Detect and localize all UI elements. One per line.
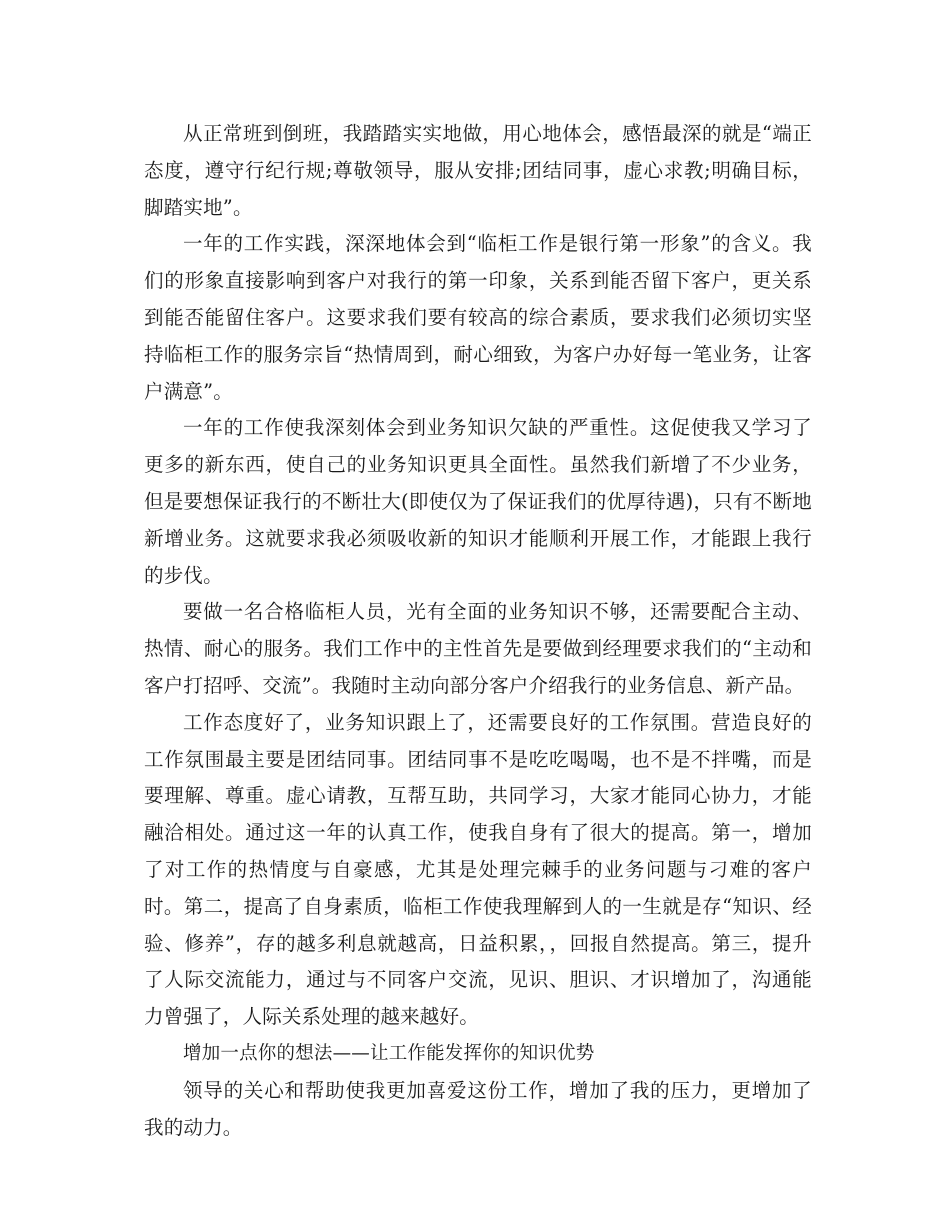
paragraph-attitude: 从正常班到倒班，我踏踏实实地做，用心地体会，感悟最深的就是“端正态度，遵守行纪行规;尊敬领导，服从安排;团结同事，虚心求教;明确目标，脚踏实地”。 [144,122,812,219]
paragraph-service: 要做一名合格临柜人员，光有全面的业务知识不够，还需要配合主动、热情、耐心的服务。我们工作中的主性首先是要做到经理要求我们的“主动和客户打招呼、交流”。我随时主动向部分客户介绍我行的业务信息、新产品。 [144,600,812,697]
document-body [144,116,812,1146]
paragraph-image: 一年的工作实践，深深地体会到“临柜工作是银行第一形象”的含义。我们的形象直接影响到客户对我行的第一印象，关系到能否留下客户，更关系到能否能留住客户。这要求我们要有较高的综合素质，要求我们必须切实坚持临柜工作的服务宗旨“热情周到，耐心细致，为客户办好每一笔业务，让客户满意”。 [144,232,812,403]
paragraph-teamwork: 工作态度好了，业务知识跟上了，还需要良好的工作氛围。营造良好的工作氛围最主要是团结同事。团结同事不是吃吃喝喝，也不是不拌嘴，而是要理解、尊重。虚心请教，互帮互助，共同学习，大家才能同心协力，才能融洽相处。通过这一年的认真工作，使我自身有了很大的提高。第一，增加了对工作的热情度与自豪感，尤其是处理完棘手的业务问题与刁难的客户时。第二，提高了自身素质，临柜工作使我理解到人的一生就是存“知识、经验、修养”，存的越多利息就越高，日益积累，，回报自然提高。第三，提升了人际交流能力，通过与不同客户交流，见识、胆识、才识增加了，沟通能力曾强了，人际关系处理的越来越好。 [144,710,812,1029]
paragraph-knowledge: 一年的工作使我深刻体会到业务知识欠缺的严重性。这促使我又学习了更多的新东西，使自己的业务知识更具全面性。虽然我们新增了不少业务，但是要想保证我行的不断壮大(即使仅为了保证我们的优厚待遇)，只有不断地新增业务。这就要求我必须吸收新的知识才能顺利开展工作，才能跟上我行的步伐。 [144,416,812,587]
paragraph-closing: 领导的关心和帮助使我更加喜爱这份工作，增加了我的压力，更增加了我的动力。 [144,1078,812,1139]
section-subheading: 增加一点你的想法——让工作能发挥你的知识优势 [183,1042,595,1064]
